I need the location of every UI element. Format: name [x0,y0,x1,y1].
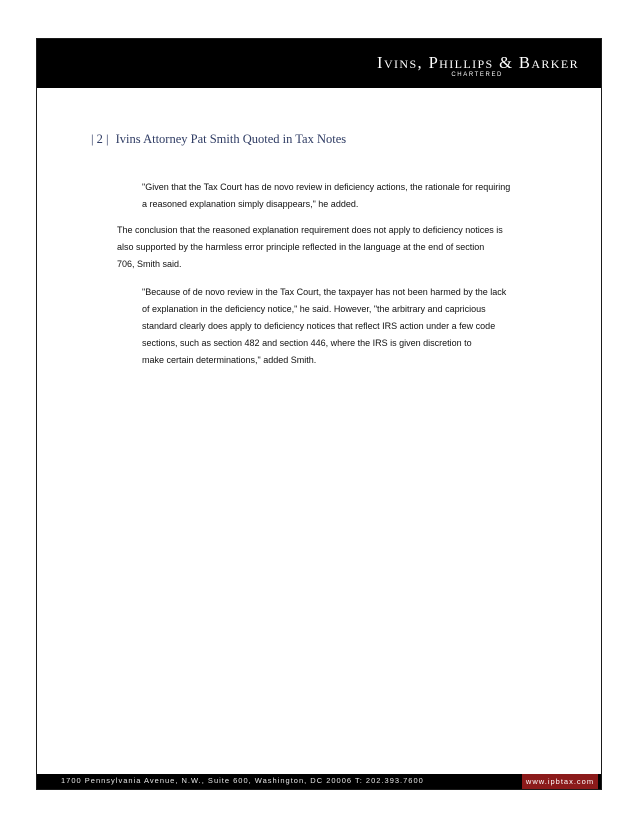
text-line: standard clearly does apply to deficiency notices that reflect IRS action under a few code [142,321,496,331]
firm-name: Ivins, Phillips & Barker [377,53,579,72]
text-line: make certain determinations," added Smith. [142,355,317,365]
footer-bar [37,774,601,789]
text-line: "Given that the Tax Court has de novo review in deficiency actions, the rationale for requiring [142,182,511,192]
quote-paragraph-1 [142,179,582,213]
text-line: sections, such as section 482 and section 446, where the IRS is given discretion to [142,338,472,348]
article-title [91,132,346,147]
article-title-text: Ivins Attorney Pat Smith Quoted in Tax Notes [115,132,347,146]
text-line: The conclusion that the reasoned explanation requirement does not apply to deficiency notices is [117,225,503,235]
text-line: of explanation in the deficiency notice," he said. However, "the arbitrary and capricious [142,304,486,314]
document-page [36,38,602,790]
letterhead-banner [37,39,601,88]
website-link[interactable]: www.ipbtax.com [522,774,598,789]
body-paragraph [117,222,579,273]
article-number: | 2 | [91,132,109,146]
quote-paragraph-2 [142,284,572,369]
firm-subtitle: CHARTERED [451,72,503,78]
text-line: 706, Smith said. [117,259,182,269]
text-line: "Because of de novo review in the Tax Court, the taxpayer has not been harmed by the lack [142,287,507,297]
text-line: also supported by the harmless error principle reflected in the language at the end of section [117,242,485,252]
text-line: a reasoned explanation simply disappears," he added. [142,199,359,209]
footer-address: 1700 Pennsylvania Avenue, N.W., Suite 600, Washington, DC 20006 T: 202.393.7600 [61,776,424,785]
